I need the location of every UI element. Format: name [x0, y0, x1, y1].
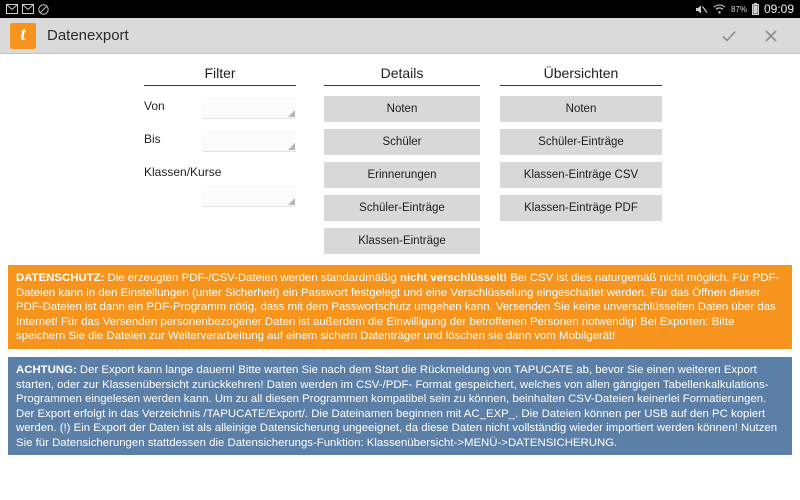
filter-input-klassen-kurse[interactable]: [202, 185, 296, 207]
notice-banner-lead: ACHTUNG:: [16, 364, 77, 376]
status-bar-left-icons: [6, 4, 49, 15]
filter-label-klassen-kurse: Klassen/Kurse: [144, 165, 222, 179]
overview-button-schueler-eintraege[interactable]: Schüler-Einträge: [500, 129, 662, 155]
app-logo-icon: [10, 23, 36, 49]
mail-icon: [22, 4, 34, 14]
privacy-banner-lead: DATENSCHUTZ:: [16, 272, 105, 284]
status-bar: [0, 0, 800, 18]
app-logo-glyph: t: [20, 24, 26, 45]
privacy-banner: [8, 265, 792, 349]
wifi-icon: [713, 4, 726, 15]
details-button-schueler-eintraege[interactable]: Schüler-Einträge: [324, 195, 480, 221]
filter-input-von[interactable]: [202, 97, 296, 119]
columns-container: [0, 55, 800, 254]
privacy-banner-emphasis: nicht verschlüsselt!: [400, 272, 508, 284]
overview-button-noten[interactable]: Noten: [500, 96, 662, 122]
export-options-panel: [0, 55, 800, 263]
filter-input-bis[interactable]: [202, 130, 296, 152]
volume-mute-icon: [695, 4, 708, 15]
details-column: [324, 65, 480, 254]
privacy-banner-text-b: Bei CSV ist dies naturgemäß nicht möglich. Für PDF-Dateien kann in den Einstellungen (unter Sicherheit) ein Passwort festgelegt und eine Verschlüsselung eingeschaltet werden. Für das Öffnen dieser PDF-Dateien ist dann ein PDF-Programm nötig, dass mit dem Passwortschutz umgehen kann. Versenden Sie keine unverschlüsselten Daten über das Internet! Für das Versenden personenbezogener Daten ist außerdem die Einwilligung der betroffenen Personen notwendig! Bei Exporten: Bitte speichern Sie die Dateien zur Weiterverarbeitung auf einem sichern Datenträger und löschen sie dann vom Mobilgerät!: [16, 272, 780, 343]
details-button-klassen-eintraege[interactable]: Klassen-Einträge: [324, 228, 480, 254]
overview-button-klassen-eintraege-pdf[interactable]: Klassen-Einträge PDF: [500, 195, 662, 221]
overview-button-klassen-eintraege-csv[interactable]: Klassen-Einträge CSV: [500, 162, 662, 188]
app-bar-actions: [718, 25, 790, 47]
filter-column: [144, 65, 296, 254]
status-bar-clock: 09:09: [763, 2, 794, 16]
details-button-schueler[interactable]: Schüler: [324, 129, 480, 155]
mail-icon: [6, 4, 18, 14]
filter-row-von: [144, 97, 296, 119]
overview-heading: Übersichten: [500, 65, 662, 86]
details-button-erinnerungen[interactable]: Erinnerungen: [324, 162, 480, 188]
do-not-disturb-icon: [38, 4, 49, 15]
status-bar-right-icons: [695, 2, 794, 16]
filter-row-bis: [144, 130, 296, 152]
filter-row-klassen-kurse: [144, 163, 296, 207]
overview-column: [500, 65, 662, 254]
privacy-banner-text-a: Die erzeugten PDF-/CSV-Dateien werden standardmäßig: [104, 272, 401, 284]
filter-heading: Filter: [144, 65, 296, 86]
details-button-noten[interactable]: Noten: [324, 96, 480, 122]
notice-banner-text: Der Export kann lange dauern! Bitte warten Sie nach dem Start die Rückmeldung von TAPUCATE ab, bevor Sie einen weiteren Export starten, oder zur Klassenübersicht zurückkehren! Daten werden im CSV-/PDF- Format gespeichert, welches von allen gängigen Tabellenkalkulations-Programmen eingelesen werden kann. Um zu all diesen Programmen kompatibel sein zu können, beinhalten CSV-Dateien keinerlei Formatierungen. Der Export erfolgt in das Verzeichnis /TAPUCATE/Export/. Die Dateinamen beginnen mit AC_EXP_. Die Dateien können per USB auf den PC kopiert werden. (!) Ein Export der Daten ist als alleinige Datensicherung ungeeignet, da diese Daten nicht vollständig wieder importiert werden können! Nutzen Sie für Datensicherungen stattdessen die Datensicherungs-Funktion: Klassenübersicht->MENÜ->DATENSICHERUNG.: [16, 364, 778, 449]
filter-label-von: Von: [144, 99, 165, 113]
notice-banner: [8, 357, 792, 455]
battery-icon: [752, 3, 759, 15]
app-bar: [0, 18, 800, 54]
battery-percent-label: 87%: [730, 4, 747, 14]
details-heading: Details: [324, 65, 480, 86]
filter-label-bis: Bis: [144, 132, 161, 146]
close-icon[interactable]: [760, 25, 782, 47]
check-icon[interactable]: [718, 25, 740, 47]
page-title: Datenexport: [47, 27, 129, 44]
